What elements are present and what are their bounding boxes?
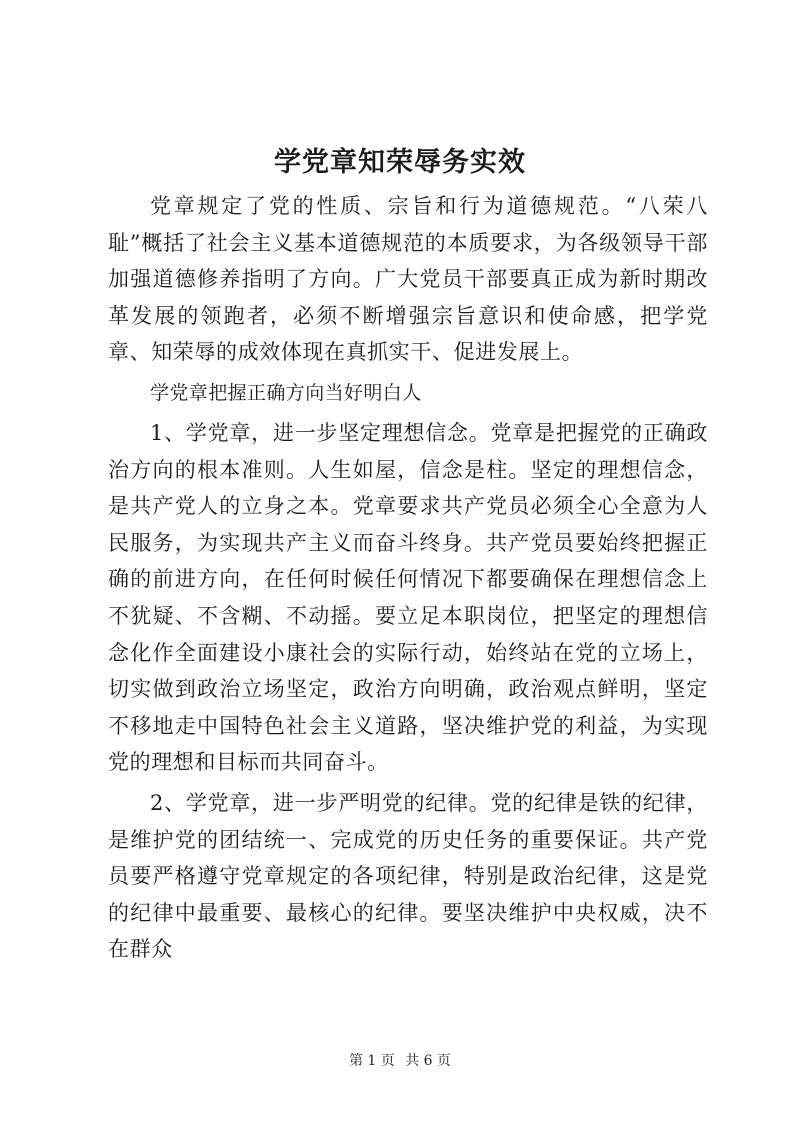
document-body <box>108 188 708 968</box>
point-2-paragraph: 2、学党章，进一步严明党的纪律。党的纪律是铁的纪律，是维护党的团结统一、完成党的历史任务的重要保证。共产党员要严格遵守党章规定的各项纪律，特别是政治纪律，这是党的纪律中最重要、最核心的纪律。要坚决维护中央权威，决不在群众 <box>108 790 708 962</box>
document-title: 学党章知荣辱务实效 <box>274 147 526 178</box>
page-number: 第 1 页 <box>348 1053 395 1069</box>
page-footer <box>0 1050 800 1070</box>
point-1-paragraph: 1、学党章，进一步坚定理想信念。党章是把握党的正确政治方向的根本准则。人生如屋，信念是柱。坚定的理想信念，是共产党人的立身之本。党章要求共产党员必须全心全意为人民服务，为实现共产主义而奋斗终身。共产党员要始终把握正确的前进方向，在任何时候任何情况下都要确保在理想信念上不犹疑、不含糊、不动摇。要立足本职岗位，把坚定的理想信念化作全面建设小康社会的实际行动，始终站在党的立场上，切实做到政治立场坚定，政治方向明确，政治观点鲜明，坚定不移地走中国特色社会主义道路，坚决维护党的利益，为实现党的理想和目标而共同奋斗。 <box>108 420 708 775</box>
intro-paragraph: 党章规定了党的性质、宗旨和行为道德规范。“八荣八耻”概括了社会主义基本道德规范的本质要求，为各级领导干部加强道德修养指明了方向。广大党员干部要真正成为新时期改革发展的领跑者，必须不断增强宗旨意识和使命感，把学党章、知荣辱的成效体现在真抓实干、促进发展上。 <box>108 194 708 365</box>
section-heading: 学党章把握正确方向当好明白人 <box>150 381 422 404</box>
page-total: 共 6 页 <box>405 1053 452 1069</box>
